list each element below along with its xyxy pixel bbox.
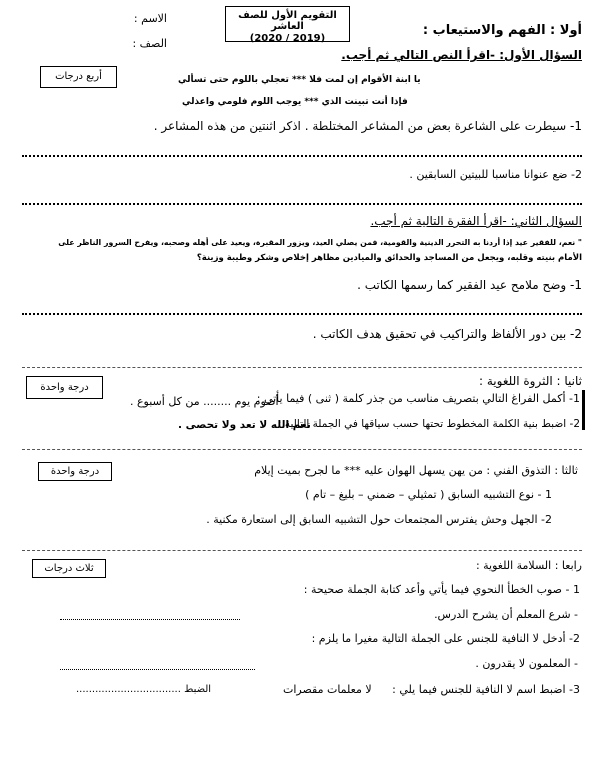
- class-label: الصف :: [132, 37, 167, 50]
- s2-heading: ثانيا : الثروة اللغوية :: [479, 374, 582, 388]
- s3-mark: درجة واحدة: [50, 466, 100, 477]
- s3-item-2: 2- الجهل وحش يفترس المجتمعات حول التشبيه السابق إلى استعارة مكنية .: [206, 513, 552, 526]
- s3-heading: ثالثا : التذوق الفني : من يهن يسهل الهوان عليه *** ما لجرح بميت إيلام: [254, 464, 578, 477]
- s4-item-3: 3- اضبط اسم لا النافية للجنس فيما يلي :: [392, 683, 580, 696]
- s4-item-3-sentence: لا معلمات مقصرات: [283, 683, 372, 696]
- q1-item-1: 1- سيطرت على الشاعرة بعض من المشاعر المختلطة . اذكر اثنتين من هذه المشاعر .: [153, 119, 582, 133]
- s2-item-1: 1- أكمل الفراغ التالي بتصريف مناسب من جذر كلمة ( ثنى ) فيما يأتي :: [256, 392, 580, 405]
- name-label: الاسم :: [133, 12, 167, 25]
- s4-item-1-sentence: - شرع المعلم أن يشرح الدرس.: [434, 608, 578, 621]
- q1-verse-2: فإذا أنت تبينت الذي *** يوجب اللوم فلومي واعذلي: [182, 97, 408, 107]
- q2-item-1: 1- وضح ملامح عيد الفقير كما رسمها الكاتب .: [357, 278, 582, 292]
- s2-item-2: 2- اضبط بنية الكلمة المخطوط تحتها حسب سياقها في الجملة التالية :: [277, 418, 580, 430]
- s2-item-1-fill: أصوم يوم ........ من كل أسبوع .: [130, 395, 279, 408]
- s4-item-1: 1 - صوب الخطأ النحوي فيما يأتي وأعد كتابة الجملة صحيحة :: [303, 583, 580, 596]
- q1-verse-1: يا ابنة الأقوام إن لمت فلا *** تعجلي باللوم حتى تسألي: [178, 75, 421, 85]
- s3-mark-box: [38, 462, 112, 481]
- q2-paragraph-line-2: الأمام بنيته وقلبه، ويجعل من المساجد والحدائق والميادين مظاهر إخلاص وشكر وطيبة وزينة؟: [196, 253, 582, 263]
- answer-line: [22, 203, 582, 205]
- q2-item-2: 2- بين دور الألفاظ والتراكيب في تحقيق هدف الكاتب .: [312, 327, 582, 341]
- answer-line: [22, 313, 582, 315]
- s4-heading: رابعا : السلامة اللغوية :: [475, 559, 582, 572]
- section-separator: [22, 367, 582, 368]
- section-one-heading: أولا : الفهم والاستيعاب :: [422, 23, 582, 38]
- margin-bar: [582, 390, 585, 430]
- answer-line: [22, 155, 582, 157]
- s4-item-2-sentence: - المعلمون لا يقدرون .: [475, 657, 578, 670]
- q1-heading: السؤال الأول: -اقرأ النص التالي ثم أجب.: [341, 48, 582, 62]
- q1-mark: أربع درجات: [55, 71, 102, 82]
- s2-mark: درجة واحدة: [40, 382, 89, 393]
- s3-item-1: 1 - نوع التشبيه السابق ( تمثيلي – ضمني – بليغ – تام ): [305, 488, 552, 501]
- school-year: (2020 / 2019): [249, 33, 326, 44]
- answer-line: [60, 669, 255, 670]
- q2-paragraph-line-1: " نعم، للفقير عيد إذا أردنا به التحرر الدينية والقومية، فمن يصلي العيد، ويزور المقبرة، ويعيد على أهله وصحبه، ويفرح السرور الناظر على: [58, 238, 582, 247]
- s4-mark: ثلاث درجات: [44, 563, 94, 574]
- s2-item-2-sentence: نعم الله لا تعد ولا تحصى .: [178, 419, 311, 431]
- s4-mark-box: [32, 559, 106, 578]
- section-separator: [22, 550, 582, 551]
- document-title: التقويم الأول للصف العاشر: [238, 10, 337, 32]
- section-separator: [22, 449, 582, 450]
- q1-mark-box: [40, 66, 117, 88]
- s4-item-3-answer-label: الضبط .................................: [76, 684, 212, 695]
- s2-mark-box: [26, 376, 103, 399]
- q2-heading: السؤال الثاني: -اقرأ الفقرة التالية ثم أجب.: [370, 214, 582, 228]
- answer-line: [60, 619, 240, 620]
- title-box: [225, 6, 350, 42]
- s4-item-2: 2- أدخل لا النافية للجنس على الجملة التالية مغيرا ما يلزم :: [311, 632, 580, 645]
- q1-item-2: 2- ضع عنوانا مناسبا للبيتين السابقين .: [409, 168, 582, 181]
